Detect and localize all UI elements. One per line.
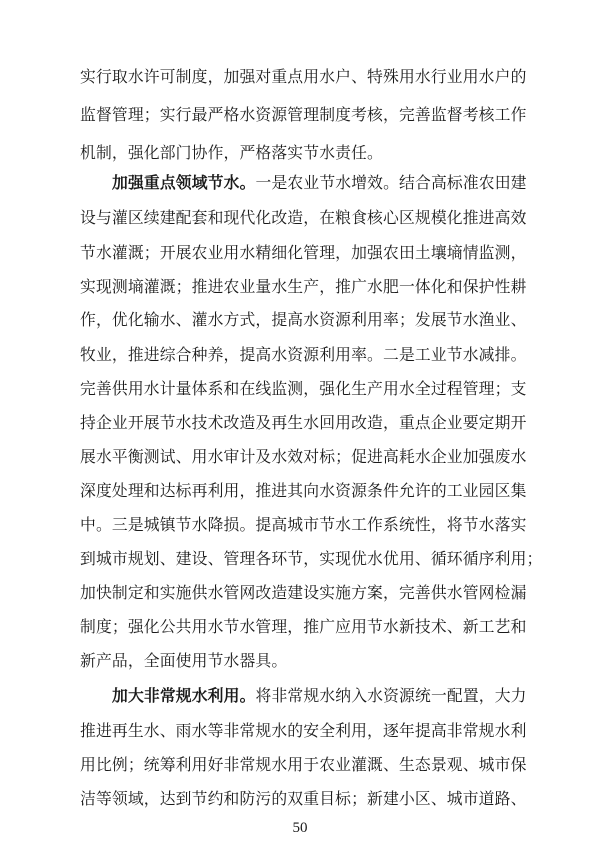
body-line: 持企业开展节水技术改造及再生水回用改造，重点企业要定期开 [80, 413, 527, 432]
body-line: 作，优化输水、灌水方式，提高水资源利用率；发展节水渔业、 [80, 310, 527, 329]
body-line: 展水平衡测试、用水审计及水效对标；促进高耗水企业加强废水 [80, 447, 527, 466]
body-line: 实现测墒灌溉；推进农业量水生产，推广水肥一体化和保护性耕 [80, 277, 527, 296]
body-line: 机制，强化部门协作，严格落实节水责任。 [80, 143, 383, 162]
body-line: 牧业，推进综合种养，提高水资源利用率。二是工业节水减排。 [80, 345, 527, 364]
body-text: 一是农业节水增效。结合高标准农田建 [255, 173, 527, 192]
section-heading: 加大非常规水利用。 [112, 686, 256, 705]
body-line: 用比例；统筹利用好非常规水用于农业灌溉、生态景观、城市保 [80, 755, 527, 774]
body-line: 洁等领域，达到节约和防污的双重目标；新建小区、城市道路、 [80, 789, 527, 808]
body-line: 加快制定和实施供水管网改造建设实施方案，完善供水管网检漏 [80, 583, 527, 602]
body-line: 监督管理；实行最严格水资源管理制度考核，完善监督考核工作 [80, 105, 527, 124]
page-number: 50 [292, 820, 308, 836]
body-line: 深度处理和达标再利用，推进其向水资源条件允许的工业园区集 [80, 481, 527, 500]
section-heading: 加强重点领域节水。 [112, 173, 256, 192]
body-line: 制度；强化公共用水节水管理，推广应用节水新技术、新工艺和 [80, 617, 527, 636]
body-line: 到城市规划、建设、管理各环节，实现优水优用、循环循序利用； [80, 549, 543, 568]
body-line: 中。三是城镇节水降损。提高城市节水工作系统性，将节水落实 [80, 515, 527, 534]
body-line: 完善供用水计量体系和在线监测，强化生产用水全过程管理；支 [80, 379, 527, 398]
body-line: 新产品，全面使用节水器具。 [80, 651, 288, 670]
body-line: 节水灌溉；开展农业用水精细化管理，加强农田土壤墒情监测， [80, 243, 527, 262]
paragraph-first-line [80, 686, 527, 706]
body-text: 将非常规水纳入水资源统一配置，大力 [255, 686, 527, 705]
paragraph-first-line [80, 173, 527, 193]
body-line: 推进再生水、雨水等非常规水的安全利用，逐年提高非常规水利 [80, 721, 527, 740]
body-line: 设与灌区续建配套和现代化改造，在粮食核心区规模化推进高效 [80, 208, 527, 227]
body-line: 实行取水许可制度，加强对重点用水户、特殊用水行业用水户的 [80, 67, 527, 86]
